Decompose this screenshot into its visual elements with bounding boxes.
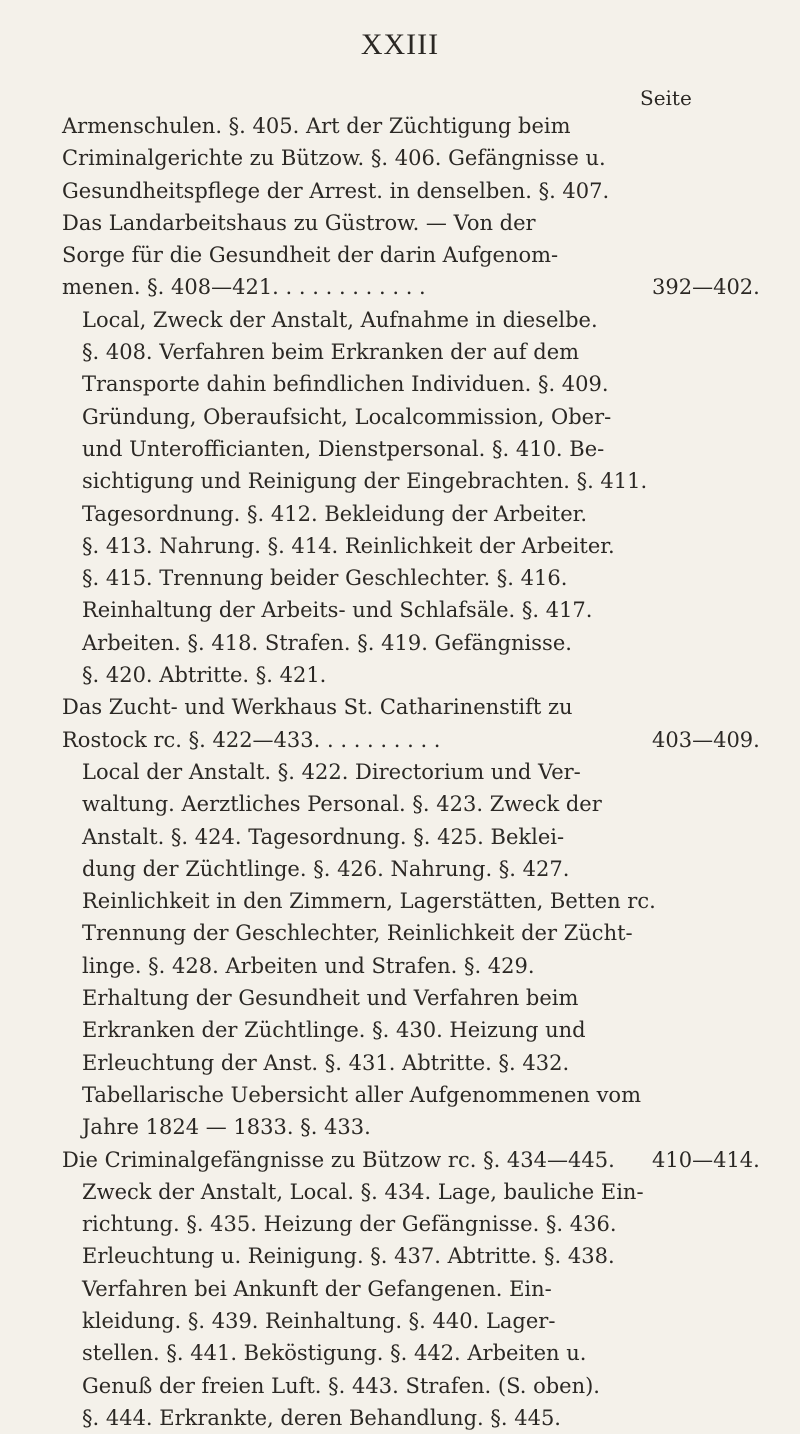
toc-line [62, 271, 762, 303]
toc-line-text: Arbeiten. §. 418. Strafen. §. 419. Gefängnisse. [82, 631, 572, 655]
toc-line [62, 1305, 762, 1337]
toc-line [62, 982, 762, 1014]
toc-line [62, 142, 762, 174]
toc-line-text: Transporte dahin befindlichen Individuen. §. 409. [82, 372, 609, 396]
toc-line-text: Jahre 1824 — 1833. §. 433. [82, 1115, 371, 1139]
toc-line [62, 498, 762, 530]
toc-line [62, 1047, 762, 1079]
toc-line-text: menen. §. 408—421. . . . . . . . . . . . [62, 275, 426, 299]
toc-line-text: Trennung der Geschlechter, Reinlichkeit der Zücht- [82, 921, 633, 945]
toc-line-text: Local der Anstalt. §. 422. Directorium und Ver- [82, 760, 581, 784]
toc-line-text: linge. §. 428. Arbeiten und Strafen. §. 429. [82, 954, 535, 978]
toc-line [62, 627, 762, 659]
toc-line-text: §. 413. Nahrung. §. 414. Reinlichkeit der Arbeiter. [82, 534, 615, 558]
toc-line-text: Erleuchtung u. Reinigung. §. 437. Abtritte. §. 438. [82, 1244, 615, 1268]
toc-line [62, 659, 762, 691]
toc-line [62, 821, 762, 853]
toc-line [62, 724, 762, 756]
toc-line-text: Verfahren bei Ankunft der Gefangenen. Ein- [82, 1277, 552, 1301]
toc-line-text: Erkranken der Züchtlinge. §. 430. Heizung und [82, 1018, 586, 1042]
toc-line [62, 562, 762, 594]
toc-line-text: Gesundheitspflege der Arrest. in denselben. §. 407. [62, 179, 609, 203]
toc-line [62, 1208, 762, 1240]
toc-line [62, 1111, 762, 1143]
toc-line-text: Criminalgerichte zu Bützow. §. 406. Gefängnisse u. [62, 146, 606, 170]
toc-line-text: Sorge für die Gesundheit der darin Aufgenom- [62, 243, 558, 267]
toc-line-text: Zweck der Anstalt, Local. §. 434. Lage, bauliche Ein- [82, 1180, 644, 1204]
toc-line-text: dung der Züchtlinge. §. 426. Nahrung. §. 427. [82, 857, 569, 881]
toc-line-text: §. 415. Trennung beider Geschlechter. §. 416. [82, 566, 567, 590]
toc-line-text: waltung. Aerztliches Personal. §. 423. Zweck der [82, 792, 602, 816]
toc-line [62, 1240, 762, 1272]
toc-entry [62, 207, 762, 691]
toc-line [62, 239, 762, 271]
toc-line [62, 1079, 762, 1111]
toc-line [62, 1144, 762, 1176]
toc-line [62, 950, 762, 982]
toc-line-text: Armenschulen. §. 405. Art der Züchtigung beim [62, 114, 571, 138]
toc-line-text: kleidung. §. 439. Reinhaltung. §. 440. Lager- [82, 1309, 555, 1333]
toc-line-text: Rostock rc. §. 422—433. . . . . . . . . . [62, 728, 440, 752]
toc-line [62, 1337, 762, 1369]
toc-line-text: Genuß der freien Luft. §. 443. Strafen. (S. oben). [82, 1374, 600, 1398]
toc-page-range: 403—409. [652, 724, 760, 756]
toc-line [62, 756, 762, 788]
toc-line [62, 853, 762, 885]
toc-page-range: 392—402. [652, 271, 760, 303]
toc-line-text: Reinlichkeit in den Zimmern, Lagerstätten, Betten rc. [82, 889, 656, 913]
toc-line [62, 465, 762, 497]
toc-page-range: 410—414. [652, 1144, 760, 1176]
toc-line-text: sichtigung und Reinigung der Eingebrachten. §. 411. [82, 469, 647, 493]
toc-line [62, 401, 762, 433]
toc-line-text: Anstalt. §. 424. Tagesordnung. §. 425. Beklei- [82, 825, 564, 849]
page-number: XXIII [0, 28, 800, 62]
toc-line-text: richtung. §. 435. Heizung der Gefängnisse. §. 436. [82, 1212, 617, 1236]
toc-line-text: Local, Zweck der Anstalt, Aufnahme in dieselbe. [82, 308, 598, 332]
toc-line [62, 1176, 762, 1208]
toc-line [62, 433, 762, 465]
toc-line [62, 304, 762, 336]
toc-line-text: Die Criminalgefängnisse zu Bützow rc. §. 434—445. [62, 1148, 615, 1172]
toc-entry [62, 691, 762, 1143]
toc-line [62, 1370, 762, 1402]
toc-line [62, 175, 762, 207]
toc-line-text: Gründung, Oberaufsicht, Localcommission, Ober- [82, 405, 611, 429]
toc-line [62, 788, 762, 820]
toc-line-text: Tagesordnung. §. 412. Bekleidung der Arbeiter. [82, 502, 587, 526]
toc-line [62, 917, 762, 949]
toc-entry [62, 110, 762, 207]
toc-line [62, 1273, 762, 1305]
toc-line-text: Das Zucht- und Werkhaus St. Catharinenstift zu [62, 695, 573, 719]
toc-line [62, 885, 762, 917]
toc-line-text: stellen. §. 441. Beköstigung. §. 442. Arbeiten u. [82, 1341, 586, 1365]
toc-line [62, 691, 762, 723]
page-column-label: Seite [640, 86, 692, 110]
toc-line-text: §. 408. Verfahren beim Erkranken der auf dem [82, 340, 579, 364]
toc-line-text: Das Landarbeitshaus zu Güstrow. — Von der [62, 211, 536, 235]
toc-line-text: §. 444. Erkrankte, deren Behandlung. §. 445. [82, 1406, 561, 1430]
toc-line [62, 336, 762, 368]
toc-line-text: Tabellarische Uebersicht aller Aufgenommenen vom [82, 1083, 641, 1107]
toc-line [62, 530, 762, 562]
toc-line-text: Erleuchtung der Anst. §. 431. Abtritte. §. 432. [82, 1051, 569, 1075]
toc-line [62, 368, 762, 400]
toc-line [62, 110, 762, 142]
toc-line-text: Erhaltung der Gesundheit und Verfahren beim [82, 986, 578, 1010]
toc-line [62, 1014, 762, 1046]
toc-line [62, 1402, 762, 1434]
toc-line [62, 594, 762, 626]
toc-line-text: und Unterofficianten, Dienstpersonal. §. 410. Be- [82, 437, 604, 461]
toc-entry [62, 1144, 762, 1434]
toc-line-text: §. 420. Abtritte. §. 421. [82, 663, 326, 687]
toc-line-text: Reinhaltung der Arbeits- und Schlafsäle. §. 417. [82, 598, 592, 622]
table-of-contents [62, 110, 762, 1434]
toc-line [62, 207, 762, 239]
